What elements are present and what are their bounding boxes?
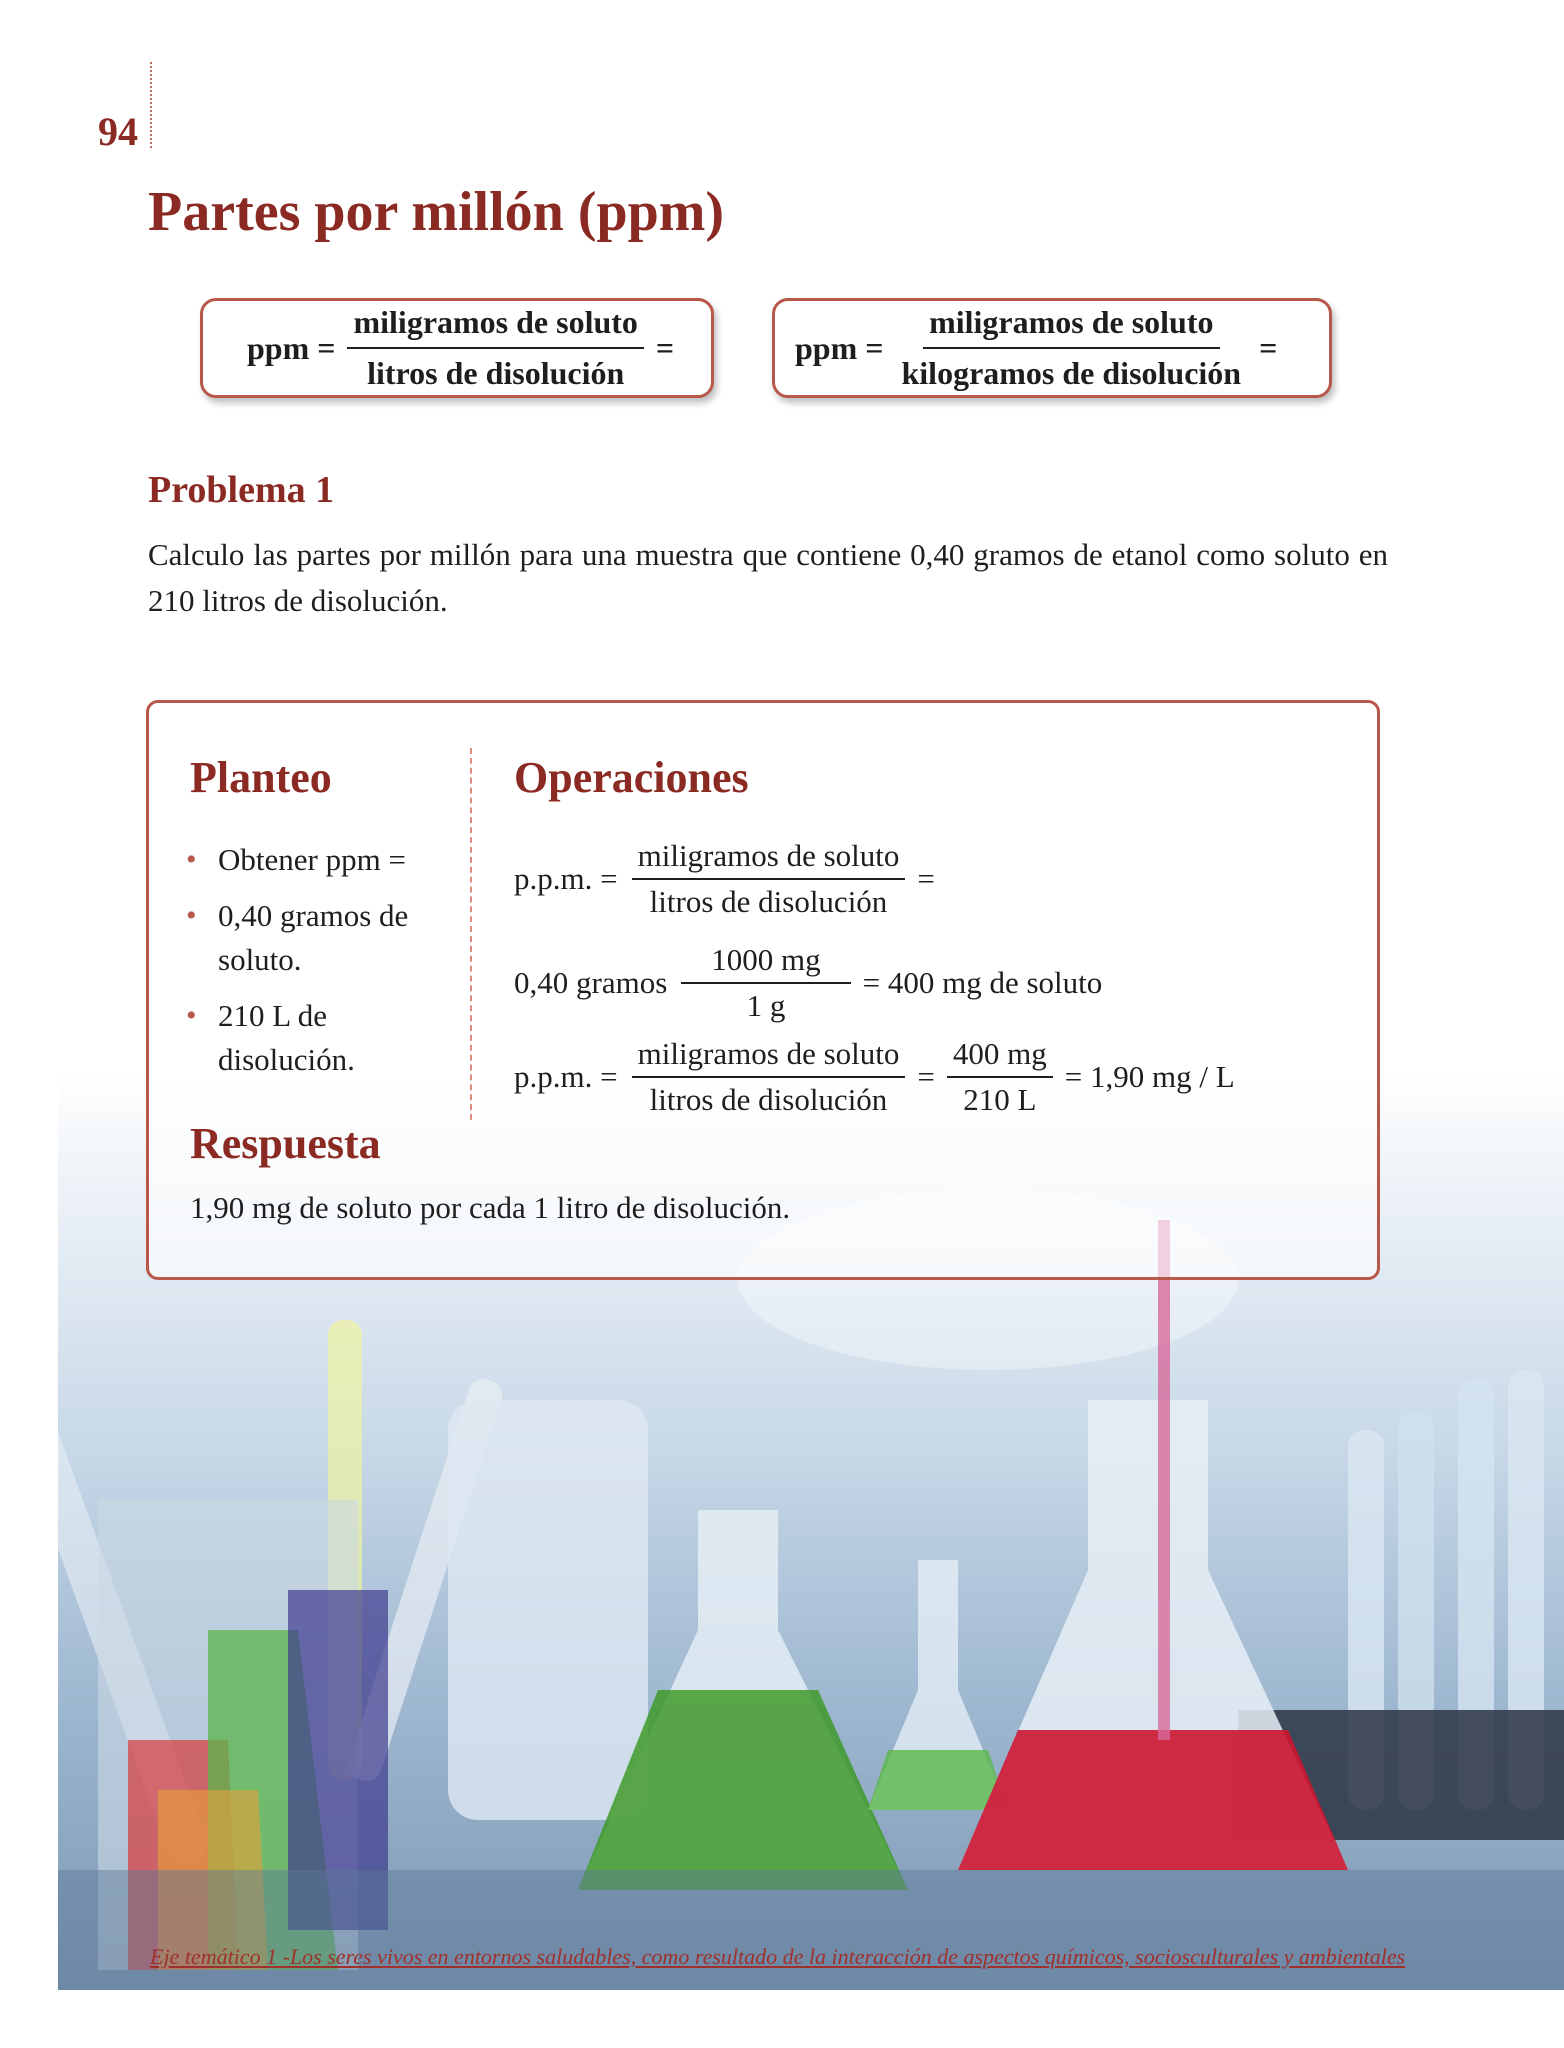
column-divider bbox=[470, 748, 472, 1120]
formula-denominator: kilogramos de disolución bbox=[901, 355, 1242, 391]
op-fraction bbox=[681, 942, 850, 1024]
op-equals: = bbox=[917, 1059, 935, 1094]
op-numerator: miligramos de soluto bbox=[632, 838, 906, 880]
operation-row-conversion bbox=[514, 942, 1102, 1024]
op-fraction bbox=[632, 838, 906, 920]
op-fraction bbox=[632, 1036, 906, 1118]
ppm-liters-formula-box bbox=[200, 298, 714, 398]
formula-lhs: ppm = bbox=[795, 329, 884, 366]
operaciones-heading: Operaciones bbox=[514, 753, 749, 802]
formula-numerator: miligramos de soluto bbox=[347, 304, 643, 349]
footer-caption: Eje temático 1 -Los seres vivos en entornos saludables, como resultado de la interacción de aspectos químicos, sociosculturales y ambientales bbox=[150, 1944, 1406, 1969]
op-rhs: = bbox=[917, 861, 935, 896]
planteo-item: • 210 L de disolución. bbox=[186, 994, 466, 1082]
respuesta-heading: Respuesta bbox=[190, 1119, 381, 1168]
planteo-list bbox=[186, 838, 466, 1094]
op-numerator: miligramos de soluto bbox=[632, 1036, 906, 1078]
planteo-heading: Planteo bbox=[190, 753, 332, 802]
formula-lhs: ppm = bbox=[247, 329, 336, 366]
planteo-item: • Obtener ppm = bbox=[186, 838, 466, 882]
op-denominator: 1 g bbox=[746, 988, 786, 1023]
formula-rhs: = bbox=[655, 329, 675, 366]
planteo-item: • 0,40 gramos de soluto. bbox=[186, 894, 466, 982]
formula-numerator: miligramos de soluto bbox=[923, 304, 1219, 349]
formula-fraction bbox=[895, 304, 1247, 392]
op-lhs: p.p.m. = bbox=[514, 861, 618, 896]
op-result: = 1,90 mg / L bbox=[1064, 1059, 1235, 1094]
ppm-kilograms-formula-box bbox=[772, 298, 1332, 398]
op-lhs: 0,40 gramos bbox=[514, 965, 668, 1000]
formula-denominator: litros de disolución bbox=[367, 355, 625, 391]
op-numerator-value: 400 mg bbox=[947, 1036, 1053, 1078]
page-number-rule bbox=[150, 62, 152, 148]
op-lhs: p.p.m. = bbox=[514, 1059, 618, 1094]
op-fraction-values bbox=[947, 1036, 1053, 1118]
formula-fraction bbox=[347, 304, 643, 392]
op-rhs: = 400 mg de soluto bbox=[862, 965, 1103, 1000]
problem-text: Calculo las partes por millón para una muestra que contiene 0,40 gramos de etanol como soluto en 210 litros de disolución. bbox=[148, 537, 1388, 618]
operation-row-formula bbox=[514, 838, 947, 920]
formula-rhs: = bbox=[1259, 329, 1278, 366]
op-numerator: 1000 mg bbox=[681, 942, 850, 984]
op-denominator: litros de disolución bbox=[649, 1082, 888, 1117]
problem-heading: Problema 1 bbox=[148, 469, 335, 511]
respuesta-text: 1,90 mg de soluto por cada 1 litro de disolución. bbox=[190, 1190, 791, 1225]
page-number: 94 bbox=[98, 109, 138, 154]
op-denominator-value: 210 L bbox=[963, 1082, 1037, 1117]
operation-row-result bbox=[514, 1036, 1235, 1118]
op-denominator: litros de disolución bbox=[649, 884, 888, 919]
page-title: Partes por millón (ppm) bbox=[148, 181, 725, 243]
